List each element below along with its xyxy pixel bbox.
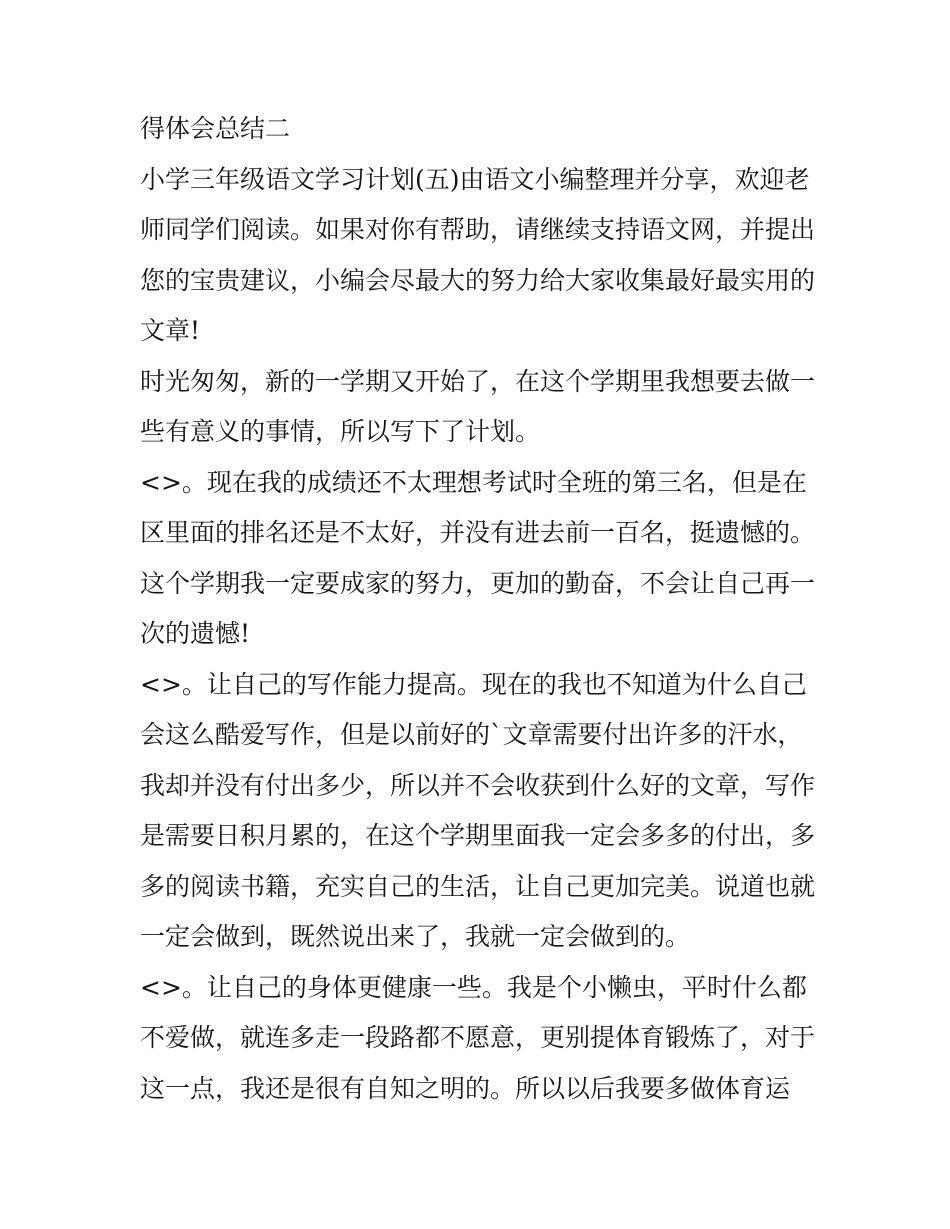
document-line-15: 是需要日积月累的，在这个学期里面我一定会多多的付出，多 xyxy=(140,821,816,850)
document-line-11: 次的遗憾! xyxy=(140,619,251,648)
document-line-6: 时光匆匆，新的一学期又开始了，在这个学期里我想要去做一 xyxy=(140,367,816,396)
document-line-7: 些有意义的事情，所以写下了计划。 xyxy=(140,417,541,446)
document-line-9: 区里面的排名还是不太好，并没有进去前一百名，挺遗憾的。 xyxy=(140,518,816,547)
document-line-20: 这一点，我还是很有自知之明的。所以以后我要多做体育运 xyxy=(140,1074,791,1103)
document-line-19: 不爱做，就连多走一段路都不愿意，更别提体育锻炼了，对于 xyxy=(140,1023,816,1052)
document-line-8: <>。现在我的成绩还不太理想考试时全班的第三名，但是在 xyxy=(140,468,807,497)
document-line-17: 一定会做到，既然说出来了，我就一定会做到的。 xyxy=(140,922,691,951)
document-line-3: 师同学们阅读。如果对你有帮助，请继续支持语文网，并提出 xyxy=(140,215,816,244)
document-line-4: 您的宝贵建议，小编会尽最大的努力给大家收集最好最实用的 xyxy=(140,266,816,295)
document-line-16: 多的阅读书籍，充实自己的生活，让自己更加完美。说道也就 xyxy=(140,872,816,901)
document-line-12: <>。让自己的写作能力提高。现在的我也不知道为什么自己 xyxy=(140,670,807,699)
document-line-14: 我却并没有付出多少，所以并不会收获到什么好的文章，写作 xyxy=(140,771,816,800)
document-line-18: <>。让自己的身体更健康一些。我是个小懒虫，平时什么都 xyxy=(140,973,807,1002)
document-line-2: 小学三年级语文学习计划(五)由语文小编整理并分享，欢迎老 xyxy=(140,165,810,194)
document-line-10: 这个学期我一定要成家的努力，更加的勤奋，不会让自己再一 xyxy=(140,569,816,598)
document-line-13: 会这么酷爱写作，但是以前好的`文章需要付出许多的汗水， xyxy=(140,720,803,749)
document-line-5: 文章! xyxy=(140,316,201,345)
document-line-1: 得体会总结二 xyxy=(140,114,291,143)
